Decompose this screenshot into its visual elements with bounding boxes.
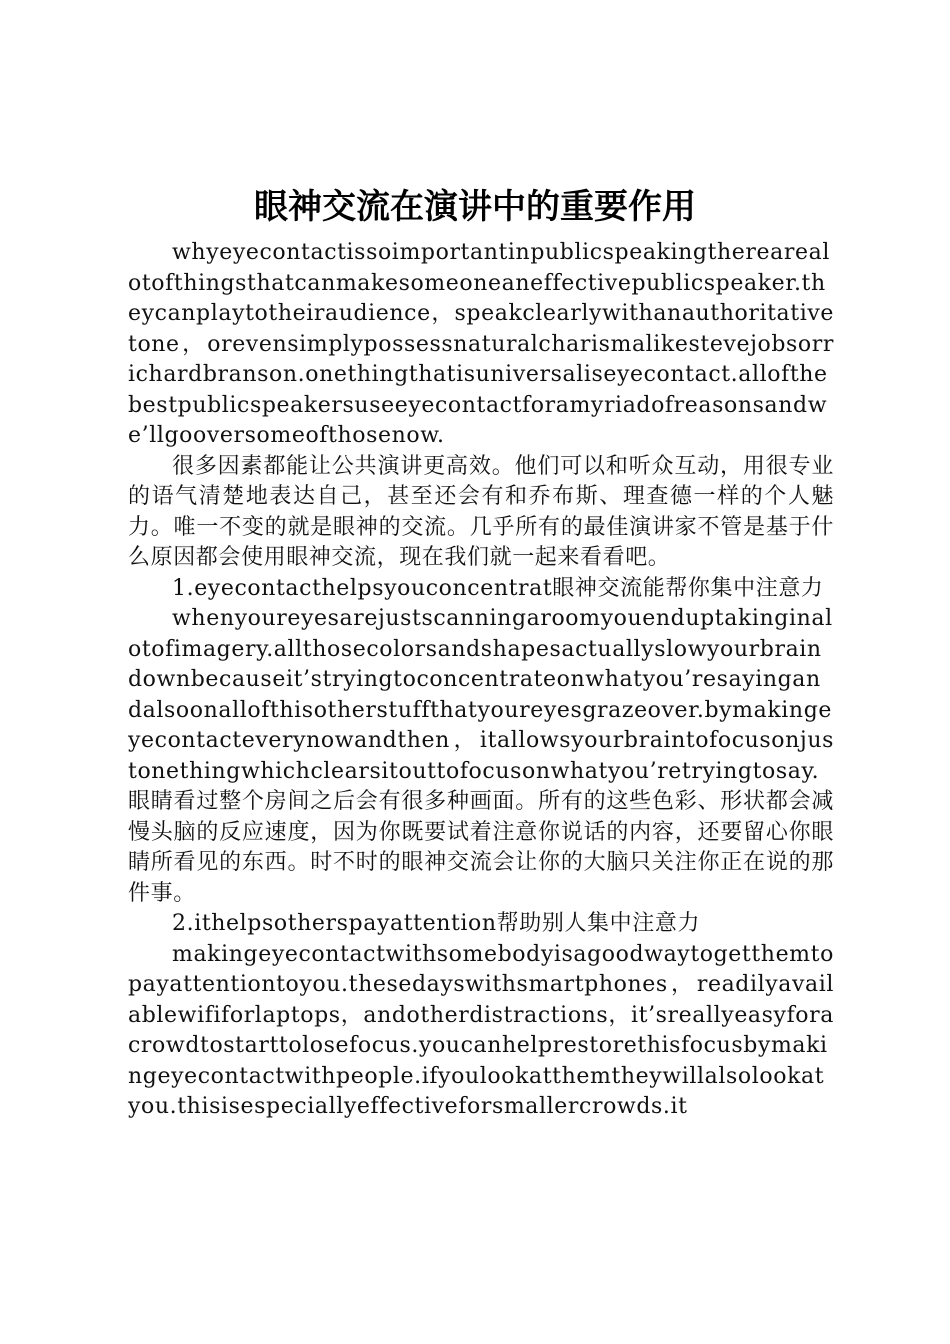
- section-heading-1: 1.eyecontacthelpsyouconcentrat眼神交流能帮你集中注意力: [172, 575, 824, 601]
- paragraph-intro-chinese: 很多因素都能让公共演讲更高效。他们可以和听众互动，用很专业的语气清楚地表达自己，甚至还会有和乔布斯、理查德一样的个人魅力。唯一不变的就是眼神的交流。几乎所有的最佳演讲家不管是基于什么原因都会使用眼神交流，现在我们就一起来看看吧。: [128, 453, 834, 570]
- document-title: 眼神交流在演讲中的重要作用: [254, 187, 696, 227]
- paragraph-intro-english: whyeyecontactissoimportantinpublicspeakingtherearealotofthingsthatcanmakesomeoneaneffectivepublicspeaker.theycanplaytotheiraudience，speakclearlywithanauthoritativetone，orevensimplypossessnaturalcharismalikestevejobsorrichardbranson.onethingthatisuniversaliseyecontact.allofthebestpublicspeakersuseeyecontactforamyriadofreasonsandwe’llgooversomeofthosenow.: [128, 240, 834, 448]
- paragraph-section-1: whenyoureyesarejustscanningaroomyouenduptakinginalotofimagery.allthosecolorsandshapesactuallyslowyourbraindownbecauseit’stryingtoconcentrateonwhatyou’resayingandalsoonallofthisotherstuffthatyoureyesgrazeover.bymakingeyecontacteverynowandthen，itallowsyourbraintofocusonjustonethingwhichclearsitouttofocusonwhatyou’retryingtosay.眼睛看过整个房间之后会有很多种画面。所有的这些色彩、形状都会减慢头脑的反应速度，因为你既要试着注意你说话的内容，还要留心你眼睛所看见的东西。时不时的眼神交流会让你的大脑只关注你正在说的那件事。: [128, 606, 834, 906]
- paragraph-section-2: makingeyecontactwithsomebodyisagoodwaytogetthemtopayattentiontoyou.thesedayswithsmartphones，readilyavailablewififorlaptops，andotherdistractions，it’sreallyeasyforacrowdtostarttolosefocus.youcanhelprestorethisfocusbymakingeyecontactwithpeople.ifyoulookatthemtheywillalsolookatyou.thisisespeciallyeffectiveforsmallercrowds.it: [128, 941, 834, 1119]
- section-heading-2: 2.ithelpsotherspayattention帮助别人集中注意力: [172, 911, 701, 936]
- document-body: [128, 238, 834, 1123]
